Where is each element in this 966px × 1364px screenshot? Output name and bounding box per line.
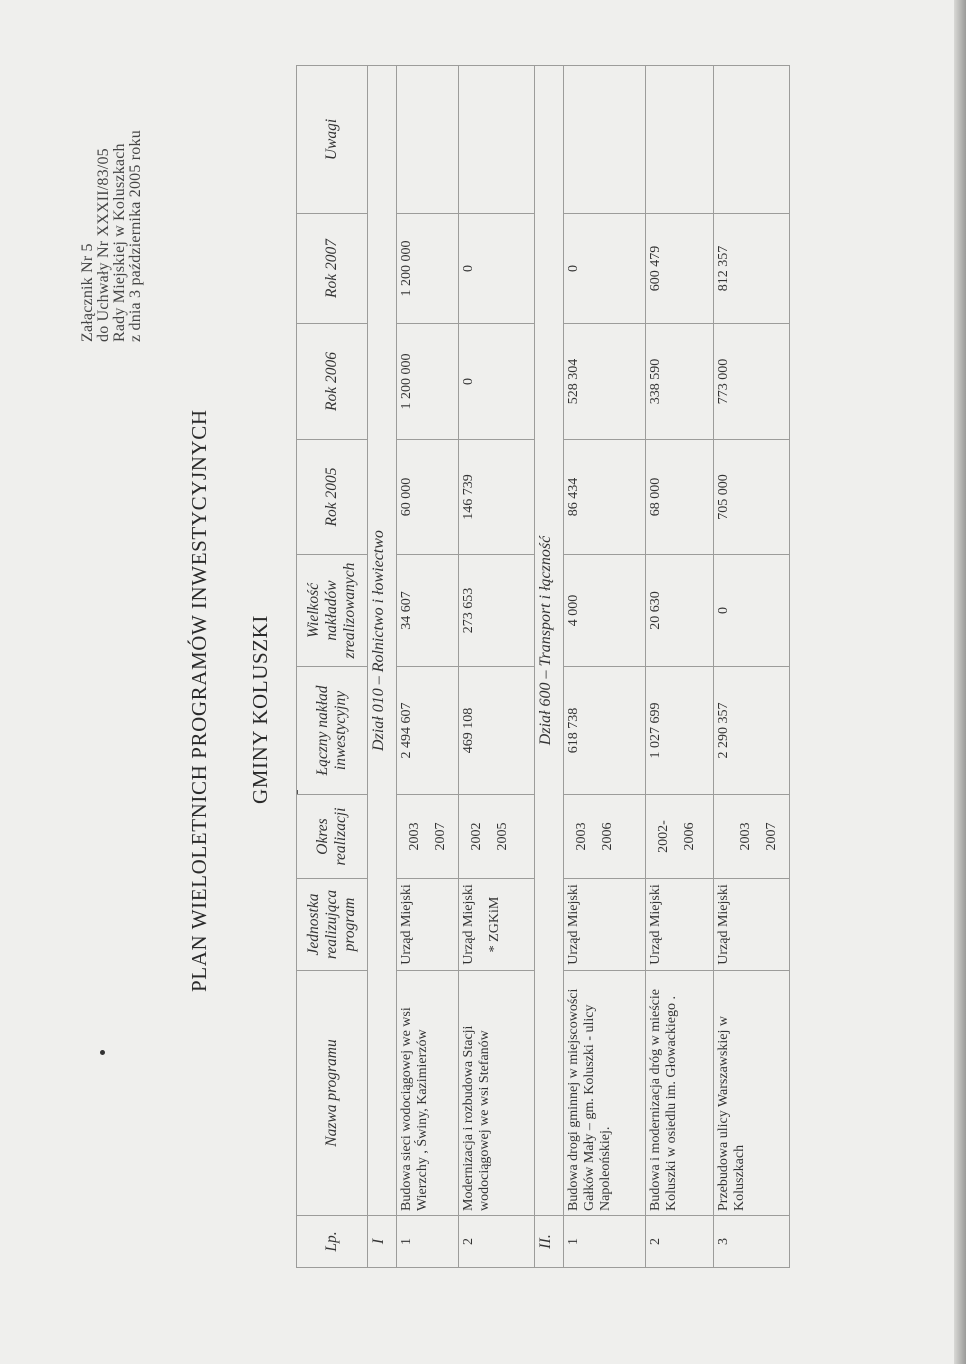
cost-2005: 146 739: [459, 440, 535, 555]
period-start: 2003: [407, 822, 422, 851]
header-2007: Rok 2007: [297, 214, 368, 324]
annex-note: [80, 130, 144, 342]
program-name: Budowa i modernizacja dróg w mieście Koluszki w osiedlu im. Głowackiego .: [646, 971, 714, 1216]
cost-2006: 338 590: [646, 324, 714, 440]
period-start: 2002: [469, 822, 484, 851]
period-end: 2007: [764, 822, 779, 851]
period-start: 2003: [574, 822, 589, 851]
program-period: [564, 795, 646, 879]
program-period: [714, 795, 790, 879]
cost-2006: 773 000: [714, 324, 790, 440]
realized-cost: 20 630: [646, 555, 714, 667]
cost-2006: 0: [459, 324, 535, 440]
total-cost: 2 494 607: [397, 667, 459, 795]
total-cost: 1 027 699: [646, 667, 714, 795]
program-period: [646, 795, 714, 879]
annex-line: z dnia 3 października 2005 roku: [127, 130, 144, 342]
realized-cost: 34 607: [397, 555, 459, 667]
unit-text: Urząd Miejski: [461, 884, 476, 965]
header-total: Łączny nakład inwestycyjny: [297, 667, 368, 795]
unit-text: Urząd Miejski: [399, 884, 414, 965]
realized-cost: 273 653: [459, 555, 535, 667]
unit-text: Urząd Miejski: [716, 884, 731, 965]
header-notes: Uwagi: [297, 66, 368, 214]
program-unit: [459, 879, 535, 971]
header-unit: Jednostka realizująca program: [297, 879, 368, 971]
header-row: [297, 66, 368, 1268]
cost-2005: 86 434: [564, 440, 646, 555]
cost-2005: 68 000: [646, 440, 714, 555]
section-number: II.: [535, 1216, 564, 1268]
document-title: PLAN WIELOLETNICH PROGRAMÓW INWESTYCYJNYCH: [187, 409, 211, 992]
cost-2005: 60 000: [397, 440, 459, 555]
document-subtitle: GMINY KOLUSZKI: [248, 614, 272, 804]
cost-2006: 1 200 000: [397, 324, 459, 440]
realized-cost: 4 000: [564, 555, 646, 667]
program-name: Modernizacja i rozbudowa Stacji wodociągowej we wsi Stefanów: [459, 971, 535, 1216]
row-lp: 2: [646, 1216, 714, 1268]
section-label: Dział 600 – Transport i łączność: [535, 66, 564, 1216]
investment-plan-table: [296, 65, 790, 1268]
program-name: Przebudowa ulicy Warszawskiej w Koluszkach: [714, 971, 790, 1216]
header-period: Okres realizacji: [297, 795, 368, 879]
cost-2007: 0: [459, 214, 535, 324]
annex-line: do Uchwały Nr XXXII/83/05: [95, 148, 112, 342]
period-end: 2007: [433, 822, 448, 851]
table-row: [397, 66, 459, 1268]
period-start: 2003: [738, 822, 753, 851]
cost-2007: 812 357: [714, 214, 790, 324]
total-cost: 2 290 357: [714, 667, 790, 795]
annex-line: Rady Miejskiej w Koluszkach: [111, 143, 128, 342]
total-cost: 618 738: [564, 667, 646, 795]
row-lp: 2: [459, 1216, 535, 1268]
table-row: [714, 66, 790, 1268]
table-row: [564, 66, 646, 1268]
program-name: Budowa sieci wodociągowej we wsi Wierzchy , Świny, Kazimierzów: [397, 971, 459, 1216]
cost-2007: 600 479: [646, 214, 714, 324]
header-name: Nazwa programu: [297, 971, 368, 1216]
program-period: [459, 795, 535, 879]
row-lp: 3: [714, 1216, 790, 1268]
section-row: [535, 66, 564, 1268]
row-notes: [714, 66, 790, 214]
row-lp: 1: [397, 1216, 459, 1268]
row-notes: [397, 66, 459, 214]
row-lp: 1: [564, 1216, 646, 1268]
header-2006: Rok 2006: [297, 324, 368, 440]
cost-2005: 705 000: [714, 440, 790, 555]
header-realized: Wielkość nakładów zrealizowanych: [297, 555, 368, 667]
period-end: 2006: [682, 822, 697, 851]
row-notes: [646, 66, 714, 214]
cost-2006: 528 304: [564, 324, 646, 440]
cost-2007: 1 200 000: [397, 214, 459, 324]
row-notes: [459, 66, 535, 214]
total-cost: 469 108: [459, 667, 535, 795]
unit-text: Urząd Miejski: [566, 884, 581, 965]
program-unit: [646, 879, 714, 971]
unit-note: * ZGKiM: [487, 896, 502, 953]
row-notes: [564, 66, 646, 214]
program-name: Budowa drogi gminnej w miejscowości Gałków Mały – gm. Koluszki - ulicy Napoleońskiej.: [564, 971, 646, 1216]
program-period: [397, 795, 459, 879]
section-label: Dział 010 – Rolnictwo i łowiectwo: [368, 66, 397, 1216]
section-number: I: [368, 1216, 397, 1268]
period-end: 2005: [495, 822, 510, 851]
table-row: [646, 66, 714, 1268]
period-end: 2006: [600, 822, 615, 851]
annex-line: Załącznik Nr 5: [79, 243, 96, 342]
header-2005: Rok 2005: [297, 440, 368, 555]
table-row: [459, 66, 535, 1268]
period-start: 2002-: [656, 820, 671, 853]
unit-text: Urząd Miejski: [648, 884, 663, 965]
realized-cost: 0: [714, 555, 790, 667]
section-row: [368, 66, 397, 1268]
cost-2007: 0: [564, 214, 646, 324]
program-unit: [564, 879, 646, 971]
program-unit: [714, 879, 790, 971]
header-lp: Lp.: [297, 1216, 368, 1268]
program-unit: [397, 879, 459, 971]
